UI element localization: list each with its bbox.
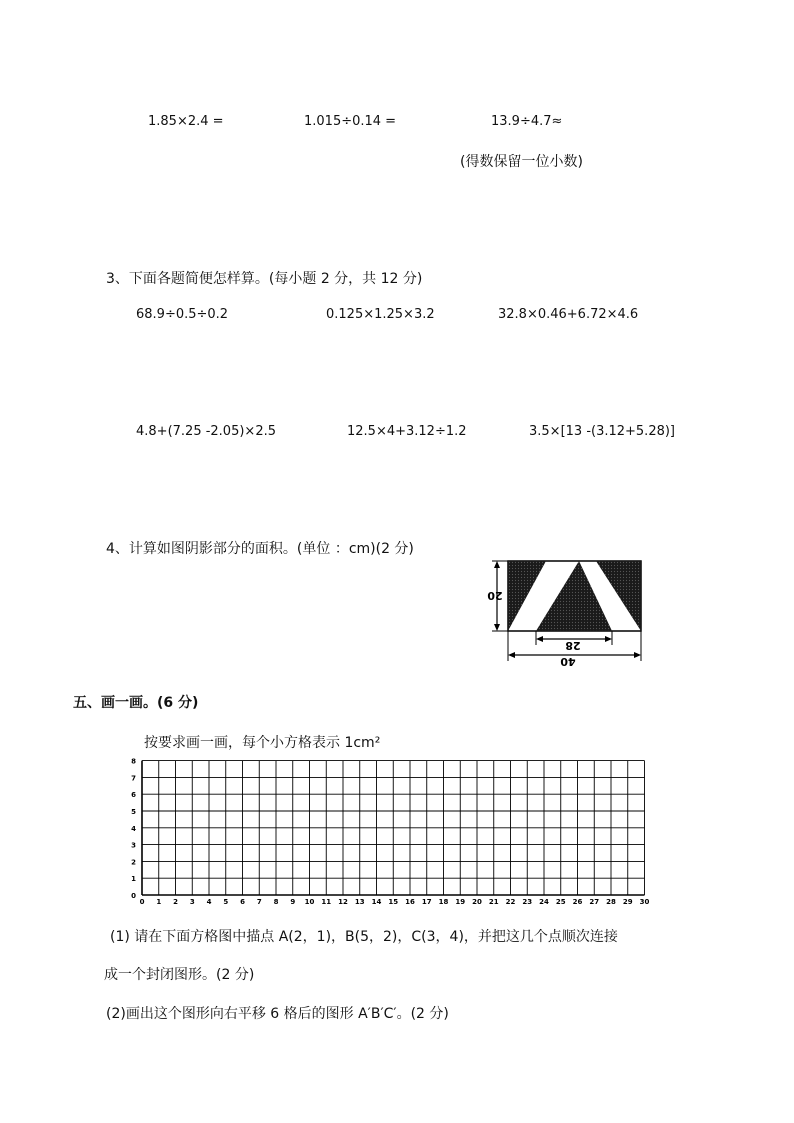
x-tick-label: 3 (189, 898, 195, 906)
x-tick-label: 26 (572, 898, 583, 906)
x-tick-label: 16 (405, 898, 415, 906)
x-tick-label: 18 (438, 898, 449, 906)
x-tick-label: 22 (505, 898, 516, 906)
calc-1-015div0-14: 1.015÷0.14 = (304, 114, 397, 129)
y-tick-label: 8 (131, 757, 136, 766)
x-tick-label: 15 (388, 898, 399, 906)
x-tick-label: 10 (304, 898, 315, 906)
q3-expr-1: 68.9÷0.5÷0.2 (136, 307, 229, 322)
section5-title: 五、画一画。(6 分) (73, 695, 199, 711)
x-tick-label: 6 (240, 898, 245, 906)
y-tick-label: 0 (131, 892, 136, 900)
q3-expr-5: 12.5×4+3.12÷1.2 (347, 424, 467, 439)
x-tick-label: 20 (472, 898, 482, 906)
q4-heading: 4、计算如图阴影部分的面积。(单位 ：cm)(2 分) (106, 541, 414, 557)
q3-expr-6: 3.5×[13 -(3.12+5.28)] (529, 424, 676, 439)
y-tick-label: 7 (131, 774, 136, 783)
x-tick-label: 5 (223, 898, 229, 906)
x-tick-label: 12 (338, 898, 348, 906)
x-tick-label: 2 (173, 898, 178, 906)
x-tick-label: 21 (488, 898, 499, 906)
x-tick-label: 11 (321, 898, 332, 906)
x-tick-label: 23 (522, 898, 533, 906)
y-tick-label: 2 (131, 858, 136, 867)
task1-line1: (1) 请在下面方格图中描点 A(2，1)，B(5，2)，C(3，4)，并把这几个点顺次连接 (110, 929, 618, 945)
q3-heading: 3、下面各题简便怎样算。(每小题 2 分，共 12 分) (106, 271, 423, 287)
coordinate-grid[interactable] (120, 752, 660, 907)
x-tick-label: 27 (589, 898, 600, 906)
x-tick-label: 30 (639, 898, 650, 906)
x-tick-label: 28 (606, 898, 616, 906)
x-tick-label: 0 (139, 898, 145, 906)
x-tick-label: 1 (156, 898, 162, 906)
shaded-area-figure (484, 555, 649, 670)
full-width-label: 40 (560, 655, 576, 668)
x-tick-label: 8 (273, 898, 279, 906)
inner-width-label: 28 (565, 639, 581, 652)
y-tick-label: 6 (131, 791, 136, 800)
y-tick-label: 3 (131, 841, 136, 850)
q3-expr-3: 32.8×0.46+6.72×4.6 (498, 307, 639, 322)
y-tick-label: 5 (131, 808, 136, 816)
x-tick-label: 29 (622, 898, 633, 906)
x-tick-label: 17 (421, 898, 432, 906)
x-tick-label: 19 (455, 898, 466, 906)
y-tick-label: 1 (131, 875, 136, 884)
y-tick-label: 4 (131, 824, 136, 833)
x-tick-label: 25 (555, 898, 566, 906)
x-tick-label: 24 (539, 898, 549, 906)
section5-instruction: 按要求画一画，每个小方格表示 1cm² (144, 735, 381, 751)
q3-expr-4: 4.8+(7.25 -2.05)×2.5 (136, 424, 276, 439)
rounding-note: (得数保留一位小数) (460, 154, 583, 170)
x-tick-label: 9 (290, 898, 296, 906)
q3-expr-2: 0.125×1.25×3.2 (326, 307, 435, 322)
height-label: 20 (487, 589, 503, 602)
x-tick-label: 13 (354, 898, 365, 906)
x-tick-label: 14 (371, 898, 382, 906)
task1-line2: 成一个封闭图形。(2 分) (104, 967, 255, 983)
calc-1-85x2-4: 1.85×2.4 = (148, 114, 224, 129)
x-tick-label: 4 (206, 898, 212, 906)
calc-13-9div4-7: 13.9÷4.7≈ (491, 114, 563, 129)
task2: (2)画出这个图形向右平移 6 格后的图形 A′B′C′。(2 分) (106, 1006, 449, 1022)
x-tick-label: 7 (256, 898, 262, 906)
